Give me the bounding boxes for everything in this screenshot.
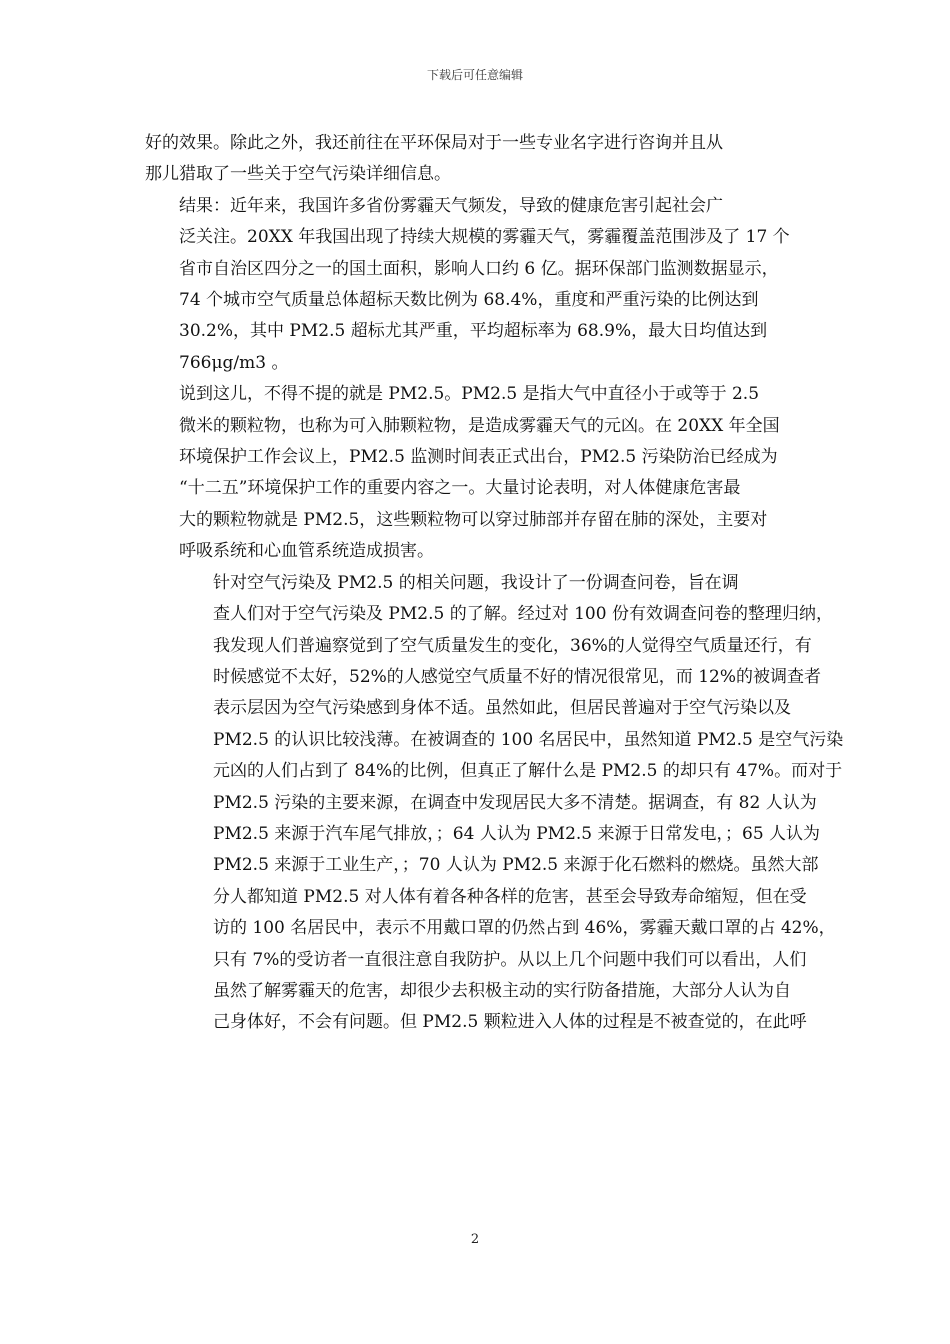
text-line: 呼吸系统和心血管系统造成损害。 [179, 541, 434, 562]
text-line: 766μg/m3 。 [179, 352, 289, 373]
text-line: 微米的颗粒物，也称为可入肺颗粒物，是造成雾霾天气的元凶。在 20XX 年全国 [179, 415, 780, 436]
text-line: PM2.5 来源于工业生产，；70 人认为 PM2.5 来源于化石燃料的燃烧。虽然大部 [213, 855, 819, 876]
paragraph-results [145, 191, 810, 379]
paragraph-survey [145, 568, 844, 1039]
page-number: 2 [470, 1232, 480, 1247]
page-header: 下载后可任意编辑 [426, 68, 523, 82]
text-line: 省市自治区四分之一的国土面积，影响人口约 6 亿。据环保部门监测数据显示， [179, 258, 779, 279]
text-line: 分人都知道 PM2.5 对人体有着各种各样的危害，甚至会导致寿命缩短，但在受 [213, 886, 807, 907]
text-line: 大的颗粒物就是 PM2.5，这些颗粒物可以穿过肺部并存留在肺的深处，主要对 [179, 509, 768, 530]
document-body [145, 128, 844, 1039]
text-line: 虽然了解雾霾天的危害，却很少去积极主动的实行防备措施，大部分人认为自 [213, 980, 791, 1001]
text-line: “十二五”环境保护工作的重要内容之一。大量讨论表明，对人体健康危害最 [179, 478, 741, 499]
text-line: 我发现人们普遍察觉到了空气质量发生的变化，36%的人觉得空气质量还行，有 [213, 635, 812, 656]
text-line: 针对空气污染及 PM2.5 的相关问题，我设计了一份调查问卷，旨在调 [213, 572, 739, 593]
text-line: 说到这儿，不得不提的就是 PM2.5。PM2.5 是指大气中直径小于或等于 2.5 [179, 384, 760, 405]
text-line: 好的效果。除此之外，我还前往在平环保局对于一些专业名字进行咨询并且从 [145, 133, 723, 153]
text-line: 结果：近年来，我国许多省份雾霾天气频发，导致的健康危害引起社会广 [179, 195, 723, 216]
text-line: 30.2%，其中 PM2.5 超标尤其严重，平均超标率为 68.9%，最大日均值达到 [179, 321, 768, 342]
text-line: PM2.5 的认识比较浅薄。在被调查的 100 名居民中，虽然知道 PM2.5 是空气污染 [213, 729, 844, 750]
text-line: 访的 100 名居民中，表示不用戴口罩的仍然占到 46%，雾霾天戴口罩的占 42%， [213, 918, 836, 939]
text-line: 表示层因为空气污染感到身体不适。虽然如此，但居民普遍对于空气污染以及 [213, 698, 791, 719]
text-line: 74 个城市空气质量总体超标天数比例为 68.4%，重度和严重污染的比例达到 [179, 290, 759, 311]
text-line: 泛关注。20XX 年我国出现了持续大规模的雾霾天气，雾霾覆盖范围涉及了 17 个 [179, 227, 790, 248]
text-line: 时候感觉不太好，52%的人感觉空气质量不好的情况很常见，而 12%的被调查者 [213, 666, 821, 687]
text-line: 查人们对于空气污染及 PM2.5 的了解。经过对 100 份有效调查问卷的整理归纳， [213, 604, 833, 625]
text-line: 元凶的人们占到了 84%的比例，但真正了解什么是 PM2.5 的却只有 47%。而对于 [213, 761, 843, 782]
text-line: PM2.5 来源于汽车尾气排放，；64 人认为 PM2.5 来源于日常发电，；65 人认为 [213, 823, 821, 844]
text-line: PM2.5 污染的主要来源，在调查中发现居民大多不清楚。据调查，有 82 人认为 [213, 792, 817, 813]
text-line: 那儿猎取了一些关于空气污染详细信息。 [145, 164, 451, 185]
paragraph-intro-continuation [145, 128, 810, 191]
text-line: 环境保护工作会议上，PM2.5 监测时间表正式出台，PM2.5 污染防治已经成为 [179, 447, 778, 468]
text-line: 己身体好，不会有问题。但 PM2.5 颗粒进入人体的过程是不被查觉的，在此呼 [213, 1012, 807, 1033]
paragraph-pm25-definition [145, 379, 810, 567]
text-line: 只有 7%的受访者一直很注意自我防护。从以上几个问题中我们可以看出，人们 [213, 949, 807, 970]
